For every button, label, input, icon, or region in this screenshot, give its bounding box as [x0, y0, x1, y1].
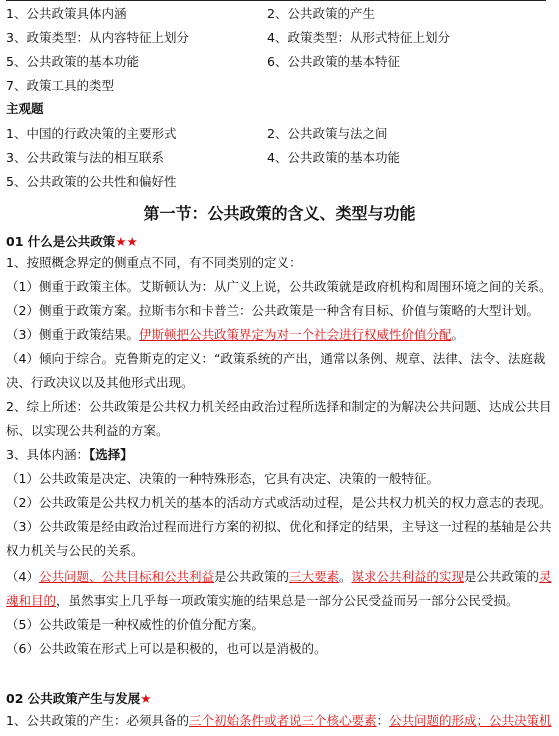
highlight-text: 三大要素	[288, 569, 339, 584]
text-run: （4）	[6, 569, 39, 584]
paragraph-line: （6）公共政策在形式上可以是积极的，也可以是消极的。	[6, 641, 327, 656]
paragraph-line: （2）侧重于政策方案。拉斯韦尔和卡普兰：公共政策是一种含有目标、价值与策略的大型计划。	[6, 303, 539, 318]
list-item: 4、政策类型：从形式特征上划分	[267, 30, 450, 45]
list-item: 2、公共政策与法之间	[267, 126, 388, 141]
list-row	[6, 26, 551, 50]
text-run: 。	[339, 569, 352, 584]
paragraph-line	[6, 589, 551, 613]
paragraph-line: （1）公共政策是决定、决策的一种特殊形态，它具有决定、决策的一般特征。	[6, 471, 439, 486]
paragraph-line: 2、综上所述：公共政策是公共权力机关经由政治过程所选择和制定的为解决公共问题、达成公共目	[6, 399, 552, 414]
list-row	[6, 146, 551, 170]
star-rating: ★★	[115, 234, 138, 249]
paragraph-line	[6, 323, 551, 347]
paragraph-line	[6, 709, 551, 733]
list-item: 1、公共政策具体内涵	[6, 6, 127, 21]
paragraph-line: （2）公共政策是公共权力机关的基本的活动方式或活动过程，是公共权力机关的权力意志的表现。	[6, 495, 552, 510]
objective-topics-list	[6, 2, 551, 98]
list-item: 6、公共政策的基本特征	[267, 54, 400, 69]
text-run: 是公共政策的	[464, 569, 540, 584]
text-run: 3、具体内涵：	[6, 447, 89, 462]
list-row	[6, 170, 551, 194]
list-item: 4、公共政策的基本功能	[267, 150, 400, 165]
paragraph-line: 1、按照概念界定的侧重点不同，有不同类别的定义：	[6, 255, 302, 270]
tag-label: 【选择】	[88, 447, 133, 462]
paragraph-line: （1）侧重于政策主体。艾斯顿认为：从广义上说，公共政策就是政府机构和周围环境之间的关系。	[6, 279, 552, 294]
text-run: ：	[376, 713, 389, 728]
paragraph-line	[6, 565, 551, 589]
text-run: 。	[451, 327, 464, 342]
highlight-text: 魂和目的	[6, 593, 57, 608]
subjective-topics-list	[6, 122, 551, 194]
highlight-text: 伊斯顿把公共政策界定为对一个社会进行权威性价值分配	[138, 327, 452, 342]
highlight-text: 谋求公共利益的实现	[351, 569, 465, 584]
list-item: 3、公共政策与法的相互联系	[6, 150, 164, 165]
text-run: ，虽然事实上几乎每一项政策实施的结果总是一部分公民受益而另一部分公民受损。	[56, 593, 519, 608]
list-row	[6, 2, 551, 26]
text-run: 是公共政策的	[213, 569, 289, 584]
text-run: 1、公共政策的产生：必须具备的	[6, 713, 189, 728]
list-item: 1、中国的行政决策的主要形式	[6, 126, 177, 141]
list-item: 3、政策类型：从内容特征上划分	[6, 30, 189, 45]
star-rating: ★	[140, 691, 152, 706]
subjective-heading: 主观题	[6, 101, 44, 116]
list-item: 5、公共政策的公共性和偏好性	[6, 174, 177, 189]
paragraph-line: （5）公共政策是一种权威性的价值分配方案。	[6, 617, 264, 632]
text-run: （3）侧重于政策结果。	[6, 327, 139, 342]
q01-heading-text: 01 什么是公共政策	[6, 234, 116, 249]
list-row	[6, 50, 551, 74]
paragraph-line: （4）倾向于综合。克鲁斯克的定义：“政策系统的产出，通常以条例、规章、法律、法令、法庭裁	[6, 351, 546, 366]
highlight-text: 三个初始条件或者说三个核心要素	[188, 713, 377, 728]
highlight-text: 公共问题的形成；公共决策机	[389, 713, 552, 728]
paragraph-line: （3）公共政策是经由政治过程而进行方案的初拟、优化和择定的结果，主导这一过程的基轴是公共	[6, 519, 552, 534]
paragraph-line: 标、以实现公共利益的方案。	[6, 423, 169, 438]
q01-heading	[6, 232, 138, 250]
top-rule	[6, 0, 546, 1]
paragraph-line	[6, 443, 551, 467]
list-item: 5、公共政策的基本功能	[6, 54, 139, 69]
paragraph-line: 决、行政决议以及其他形式出现。	[6, 375, 194, 390]
q02-heading	[6, 689, 151, 707]
list-row	[6, 74, 551, 98]
q02-heading-text: 02 公共政策产生与发展	[6, 691, 141, 706]
section-title: 第一节：公共政策的含义、类型与功能	[143, 204, 416, 223]
list-row	[6, 122, 551, 146]
list-item: 7、政策工具的类型	[6, 78, 114, 93]
list-item: 2、公共政策的产生	[267, 6, 375, 21]
highlight-text: 灵	[539, 569, 552, 584]
paragraph-line: 权力机关与公民的关系。	[6, 543, 144, 558]
highlight-text: 公共问题、公共目标和公共利益	[38, 569, 214, 584]
